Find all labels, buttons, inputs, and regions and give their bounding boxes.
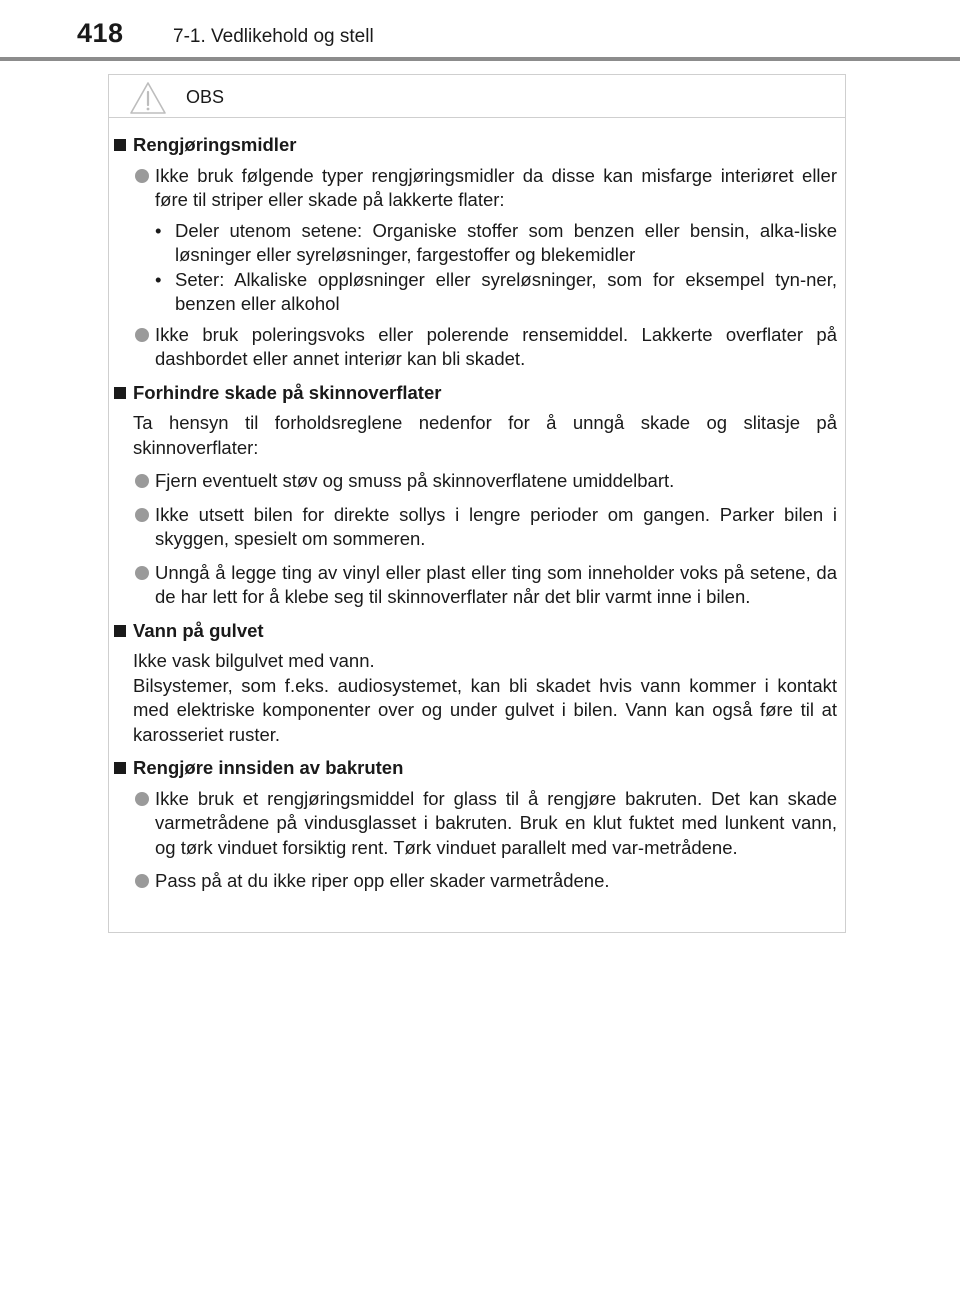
sub-list-item: • Seter: Alkaliske oppløsninger eller syreløsninger, som for eksempel tyn-ner, benzen eller alkohol [155, 268, 837, 314]
warning-icon [129, 81, 167, 115]
section-rear-window [109, 756, 845, 894]
list-item: Ikke bruk følgende typer rengjøringsmidler da disse kan misfarge interiøret eller føre til striper eller skade på lakkerte flater: [133, 164, 837, 213]
list-item: Ikke utsett bilen for direkte sollys i lengre perioder om gangen. Parker bilen i skyggen, spesielt om sommeren. [133, 503, 837, 552]
round-bullet-icon [135, 508, 149, 522]
round-bullet-icon [135, 792, 149, 806]
section-leather [109, 381, 845, 610]
list-item: Unngå å legge ting av vinyl eller plast eller ting som inneholder voks på setene, da de har lett for å klebe seg til skinnoverflater når det blir varmt inne i bilen. [133, 561, 837, 610]
section-intro: Ta hensyn til forholdsreglene nedenfor for å unngå skade og slitasje på skinnoverflater: [133, 412, 837, 458]
list-item: Ikke bruk poleringsvoks eller polerende rensemiddel. Lakkerte overflater på dashbordet eller annet interiør kan bli skadet. [133, 323, 837, 372]
square-bullet-icon [114, 625, 126, 637]
list-item: Pass på at du ikke riper opp eller skader varmetrådene. [133, 869, 837, 894]
square-bullet-icon [114, 387, 126, 399]
square-bullet-icon [114, 762, 126, 774]
round-bullet-icon [135, 328, 149, 342]
section-title: 7-1. Vedlikehold og stell [173, 26, 374, 47]
page-header [0, 0, 960, 70]
page-number: 418 [77, 18, 124, 48]
paragraph: Ikke vask bilgulvet med vann. [133, 650, 375, 671]
section-heading: Vann på gulvet [133, 619, 837, 644]
round-bullet-icon [135, 474, 149, 488]
section-cleaning-agents [109, 133, 845, 372]
square-bullet-icon [114, 139, 126, 151]
round-bullet-icon [135, 874, 149, 888]
round-bullet-icon [135, 169, 149, 183]
section-heading: Rengjøringsmidler [133, 133, 837, 158]
header-rule [0, 57, 960, 61]
notice-label: OBS [186, 87, 225, 107]
sub-list-item: • Deler utenom setene: Organiske stoffer som benzen eller bensin, alka-liske løsninger eller syreløsninger, fargestoffer og blekemidler [155, 219, 837, 265]
round-bullet-icon [135, 566, 149, 580]
notice-header-rule [109, 117, 845, 118]
notice-box [108, 74, 846, 933]
notice-header [129, 75, 829, 117]
notice-content [109, 133, 845, 894]
section-water-floor [109, 619, 845, 748]
list-item: Ikke bruk et rengjøringsmiddel for glass til å rengjøre bakruten. Det kan skade varmetrådene på vindusglasset i bakruten. Bruk en klut fuktet med lunkent vann, og tørk vinduet forsiktig rent. Tørk vinduet parallelt med var-metrådene. [133, 787, 837, 861]
list-item: Fjern eventuelt støv og smuss på skinnoverflatene umiddelbart. [133, 469, 837, 494]
paragraph: Bilsystemer, som f.eks. audiosystemet, kan bli skadet hvis vann kommer i kontakt med elektriske komponenter over og under gulvet i bilen. Vann kan også føre til at karosseriet ruster. [133, 674, 837, 745]
section-heading: Rengjøre innsiden av bakruten [133, 756, 837, 781]
section-heading: Forhindre skade på skinnoverflater [133, 381, 837, 406]
